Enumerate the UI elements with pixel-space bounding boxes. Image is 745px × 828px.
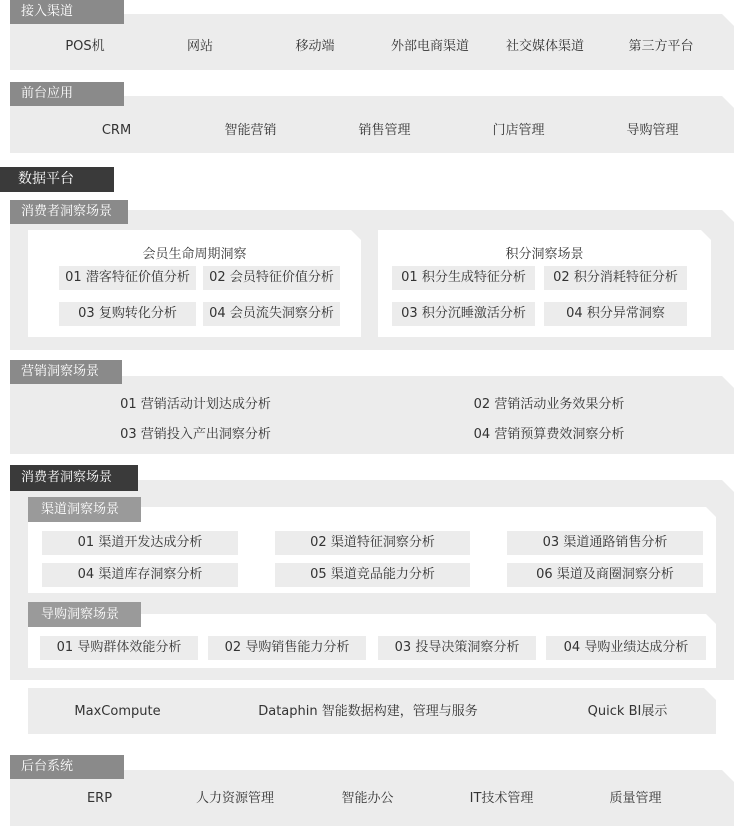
member-lifecycle-title: 会员生命周期洞察 [142,247,247,262]
member-item-churn: 04 会员流失洞察分析 [203,302,340,326]
backend-item-hr: 人力资源管理 [169,787,301,811]
backend-item-it: IT技术管理 [437,787,566,811]
guide-tab: 导购洞察场景 [28,602,141,627]
tool-dataphin: Dataphin 智能数据构建，管理与服务 [248,700,488,724]
member-item-prospect: 01 潜客特征价值分析 [59,266,196,290]
points-item-anomaly: 04 积分异常洞察 [544,302,687,326]
points-item-dormant: 03 积分沉睡激活分析 [392,302,535,326]
frontend-item-store: 门店管理 [455,119,582,143]
consumer-tab: 消费者洞察场景 [10,200,128,224]
guide-item-group: 01 导购群体效能分析 [40,636,198,660]
tool-maxcompute: MaxCompute [36,700,199,724]
data-platform-tab: 数据平台 [0,167,114,192]
channel-item-inventory: 04 渠道库存洞察分析 [42,563,238,587]
access-item-thirdparty: 第三方平台 [606,35,716,59]
guide-item-decision: 03 投导决策洞察分析 [378,636,536,660]
marketing-item-roi: 03 营销投入产出洞察分析 [36,423,355,447]
access-item-social: 社交媒体渠道 [491,35,599,59]
frontend-item-sales: 销售管理 [321,119,448,143]
points-item-consume: 02 积分消耗特征分析 [544,266,687,290]
marketing-tab: 营销洞察场景 [10,360,122,384]
access-item-website: 网站 [146,35,254,59]
backend-tab: 后台系统 [10,755,124,779]
member-item-value: 02 会员特征价值分析 [203,266,340,290]
consumer2-tab: 消费者洞察场景 [10,465,138,491]
points-title: 积分洞察场景 [505,247,584,262]
backend-item-quality: 质量管理 [571,787,700,811]
access-item-pos: POS机 [30,35,140,59]
frontend-item-crm: CRM [53,119,180,143]
tool-quickbi: Quick BI展示 [546,700,709,724]
backend-item-office: 智能办公 [303,787,432,811]
access-item-mobile: 移动端 [261,35,369,59]
marketing-item-budget: 04 营销预算费效洞察分析 [389,423,709,447]
member-item-repurchase: 03 复购转化分析 [59,302,196,326]
marketing-item-plan: 01 营销活动计划达成分析 [36,393,355,417]
channel-item-route: 03 渠道通路销售分析 [507,531,703,555]
frontend-tab: 前台应用 [10,82,124,106]
channel-item-feature: 02 渠道特征洞察分析 [275,531,470,555]
channel-item-competitor: 05 渠道竞品能力分析 [275,563,470,587]
access-item-ecommerce: 外部电商渠道 [376,35,484,59]
channel-item-district: 06 渠道及商圈洞察分析 [507,563,703,587]
guide-item-sales: 02 导购销售能力分析 [208,636,366,660]
access-tab: 接入渠道 [10,0,124,24]
frontend-item-marketing: 智能营销 [187,119,314,143]
channel-item-develop: 01 渠道开发达成分析 [42,531,238,555]
frontend-item-guide: 导购管理 [589,119,716,143]
channel-tab: 渠道洞察场景 [28,497,141,522]
backend-item-erp: ERP [36,787,163,811]
guide-item-performance: 04 导购业绩达成分析 [546,636,706,660]
marketing-item-effect: 02 营销活动业务效果分析 [389,393,709,417]
points-item-generate: 01 积分生成特征分析 [392,266,535,290]
